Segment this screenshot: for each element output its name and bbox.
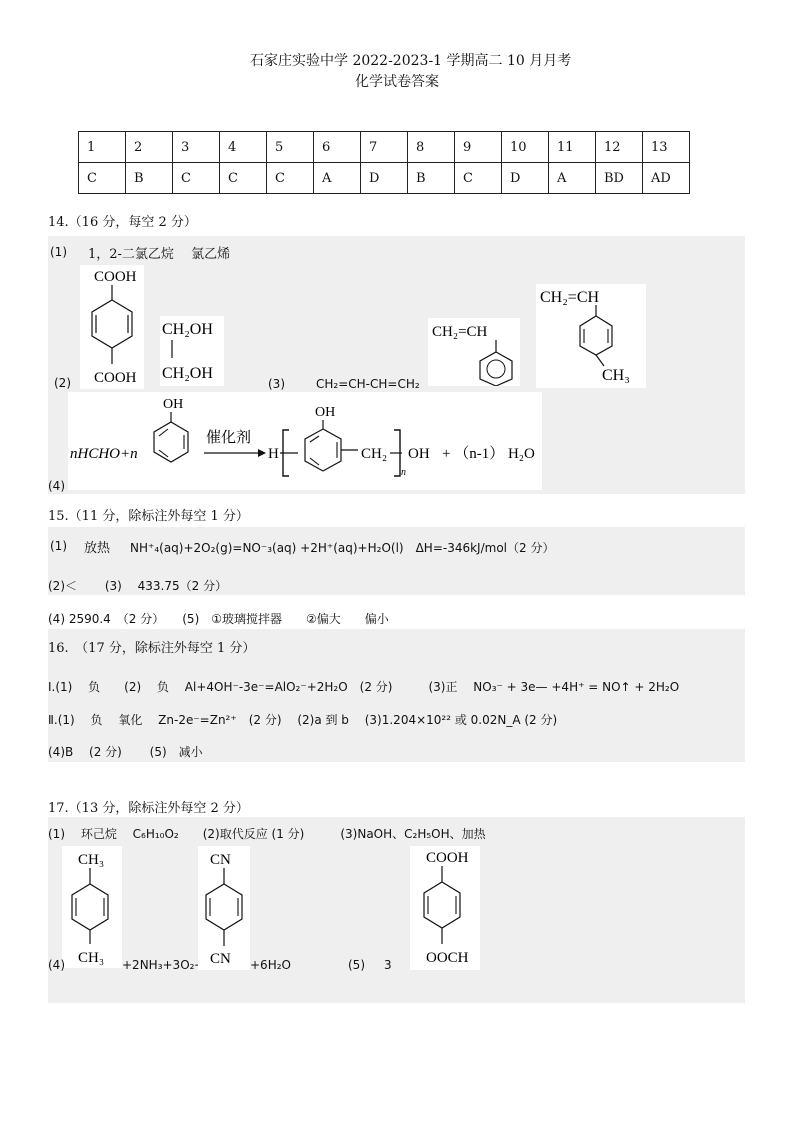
chem-label-ch2: CH₂ — [361, 446, 388, 462]
chem-label-cooh: COOH — [94, 269, 137, 285]
q15-thermochemical-equation: NH⁺₄(aq)+2O₂(g)=NO⁻₃(aq) +2H⁺(aq)+H₂O(l) ΔH=-346kJ/mol（2 分） — [130, 541, 555, 555]
q17-heading: 17.（13 分，除标注外每空 2 分） — [48, 801, 249, 816]
answer-cell: BD — [596, 163, 643, 194]
phenolic-resin-reaction — [68, 392, 542, 490]
terephthalonitrile-structure — [198, 846, 250, 970]
answer-cell: B — [126, 163, 173, 194]
chem-label-cooh: COOH — [94, 370, 137, 386]
q16-heading: 16. （17 分，除标注外每空 1 分） — [48, 641, 256, 656]
question-number-cell: 11 — [549, 132, 596, 163]
q17-answer-band — [48, 817, 745, 1003]
answer-table-number-row — [79, 132, 690, 163]
styrene-structure — [428, 318, 520, 386]
q14-heading: 14.（16 分，每空 2 分） — [48, 215, 197, 230]
answer-cell: C — [79, 163, 126, 194]
question-number-cell: 9 — [455, 132, 502, 163]
chem-label-cn: CN — [210, 852, 231, 868]
chem-label-ch2oh: CH₂OH — [162, 365, 213, 382]
q14-part1-answer: 1，2-二氯乙烷 氯乙烯 — [88, 247, 231, 262]
question-number-cell: 12 — [596, 132, 643, 163]
q17-part5-label: (5) — [348, 958, 365, 972]
answer-cell: C — [220, 163, 267, 194]
chem-label-cooh: COOH — [426, 850, 469, 866]
question-number-cell: 3 — [173, 132, 220, 163]
answer-cell: D — [361, 163, 408, 194]
chem-label-h: H — [268, 446, 279, 462]
chem-label-oocH: OOCH — [426, 950, 469, 966]
q17-part4-label: (4) — [48, 958, 65, 972]
chem-reactant-text: nHCHO+n — [70, 446, 138, 462]
ethylene-glycol-structure — [160, 316, 224, 386]
q14-part3-answer: CH₂=CH-CH=CH₂ — [316, 377, 420, 391]
q15-part1-answer: 放热 — [84, 541, 111, 556]
answer-table-answer-row — [79, 163, 690, 194]
chem-label-oh: OH — [163, 397, 184, 412]
chem-label-n: n — [401, 467, 406, 478]
chem-water-text: + （n-1） H₂O — [442, 446, 535, 462]
question-number-cell: 5 — [267, 132, 314, 163]
q15-heading: 15.（11 分，除标注外每空 1 分） — [48, 509, 249, 524]
answer-cell: B — [408, 163, 455, 194]
formyloxybenzoic-acid-structure — [410, 846, 480, 970]
page-title: 石家庄实验中学 2022-2023-1 学期高二 10 月月考 — [250, 53, 572, 69]
chem-label-oh: OH — [315, 405, 336, 420]
terephthalic-acid-structure — [80, 265, 144, 389]
question-number-cell: 8 — [408, 132, 455, 163]
q14-part2-label: (2) — [54, 376, 71, 390]
q17-reagents: +2NH₃+3O₂→ — [122, 958, 205, 972]
q14-part3-label: (3) — [268, 377, 285, 391]
question-number-cell: 4 — [220, 132, 267, 163]
question-number-cell: 10 — [502, 132, 549, 163]
q17-parts1-3: (1) 环己烷 C₆H₁₀O₂ (2)取代反应 (1 分) (3)NaOH、C₂H₅OH、加热 — [48, 827, 486, 841]
answer-table — [78, 131, 690, 194]
chem-label-ch2ch: CH₂=CH — [432, 324, 488, 340]
chem-label-oh: OH — [408, 446, 430, 462]
catalyst-text: 催化剂 — [206, 430, 252, 446]
chem-label-ch2oh: CH₂OH — [162, 321, 213, 338]
q15-part1-label: (1) — [50, 539, 67, 553]
q15-parts4-5: (4) 2590.4 （2 分） (5) ①玻璃搅拌器 ②偏大 偏小 — [48, 612, 389, 626]
answer-cell: C — [267, 163, 314, 194]
methylstyrene-structure — [536, 284, 646, 388]
q16-part2-answers: Ⅱ.(1) 负 氧化 Zn-2e⁻=Zn²⁺ (2 分) (2)a 到 b (3)1.204×10²² 或 0.02N_A (2 分) — [48, 713, 558, 727]
question-number-cell: 13 — [643, 132, 690, 163]
answer-cell: A — [314, 163, 361, 194]
question-number-cell: 7 — [361, 132, 408, 163]
answer-cell: C — [455, 163, 502, 194]
chem-label-ch2ch: CH₂=CH — [540, 289, 600, 306]
q16-part1-answers: Ⅰ.(1) 负 (2) 负 Al+4OH⁻-3e⁻=AlO₂⁻+2H₂O (2 分) (3)正 NO₃⁻ + 3e— +4H⁺ = NO↑ + 2H₂O — [48, 680, 680, 694]
chem-label-ch3: CH₃ — [78, 852, 105, 868]
page-subtitle: 化学试卷答案 — [355, 74, 439, 90]
q17-water-product: +6H₂O — [250, 958, 291, 972]
answer-cell: D — [502, 163, 549, 194]
chem-label-ch3: CH₃ — [602, 367, 630, 384]
q15-parts2-3: (2)＜ (3) 433.75（2 分） — [48, 579, 228, 593]
chem-label-ch3: CH₃ — [78, 950, 105, 966]
answer-cell: A — [549, 163, 596, 194]
answer-cell: C — [173, 163, 220, 194]
q16-part2-extra-answers: (4)B (2 分) (5) 减小 — [48, 745, 203, 759]
q14-part4-label: (4) — [48, 479, 65, 493]
answer-cell: AD — [643, 163, 690, 194]
q14-part1-label: (1) — [50, 245, 67, 259]
question-number-cell: 6 — [314, 132, 361, 163]
chem-label-cn: CN — [210, 951, 231, 967]
p-xylene-structure — [62, 846, 122, 968]
q17-part5-answer: 3 — [384, 958, 392, 972]
question-number-cell: 2 — [126, 132, 173, 163]
question-number-cell: 1 — [79, 132, 126, 163]
